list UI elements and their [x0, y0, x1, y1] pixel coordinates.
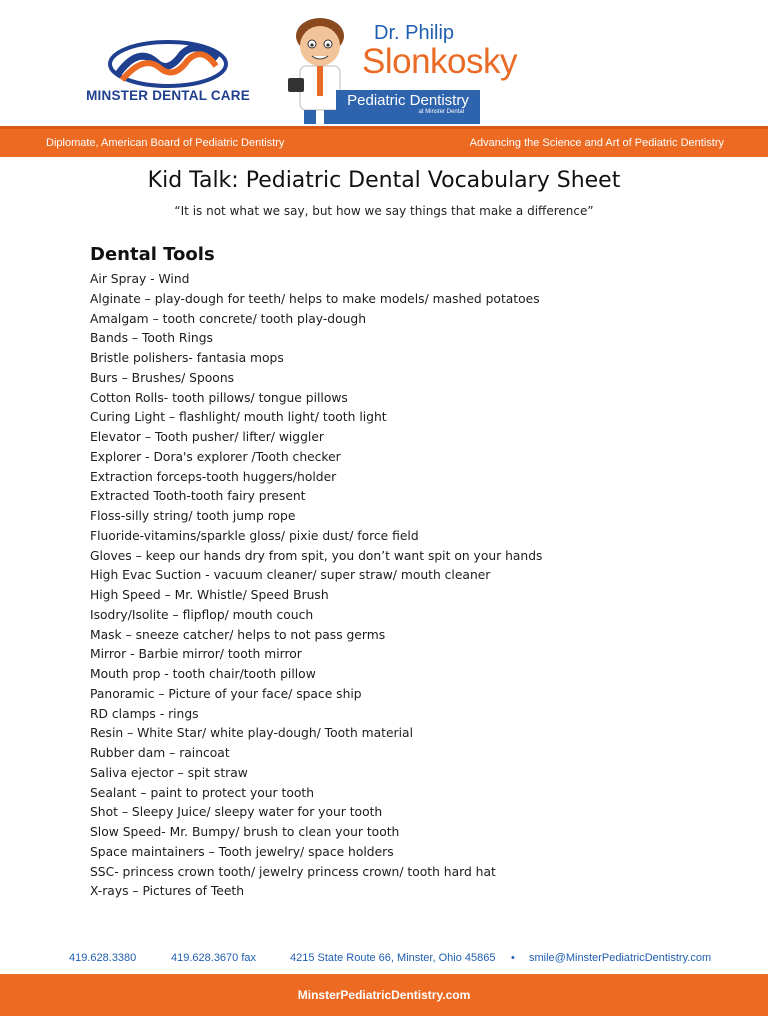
footer-contact-line	[0, 950, 768, 968]
list-item: Alginate – play-dough for teeth/ helps to make models/ mashed potatoes	[90, 291, 540, 306]
list-item: Bands – Tooth Rings	[90, 331, 213, 346]
list-item: Fluoride-vitamins/sparkle gloss/ pixie dust/ force field	[90, 528, 419, 543]
footer-phone: 419.628.3380	[69, 952, 137, 964]
footer-email-link[interactable]: smile@MinsterPediatricDentistry.com	[529, 952, 712, 964]
list-item: Gloves – keep our hands dry from spit, you don’t want spit on your hands	[90, 548, 543, 563]
list-item: SSC- princess crown tooth/ jewelry princess crown/ tooth hard hat	[90, 864, 496, 879]
header-band	[0, 126, 768, 157]
list-item: Explorer - Dora's explorer /Tooth checker	[90, 449, 341, 464]
logo-emblem-icon	[78, 40, 258, 88]
list-item: Air Spray - Wind	[90, 272, 190, 286]
footer-band	[0, 974, 768, 1016]
doctor-surname: Slonkosky	[362, 42, 518, 81]
list-item: Slow Speed- Mr. Bumpy/ brush to clean your tooth	[90, 825, 400, 839]
list-item: Elevator – Tooth pusher/ lifter/ wiggler	[90, 430, 324, 444]
list-item: Sealant – paint to protect your tooth	[90, 785, 315, 800]
footer-website-link[interactable]: MinsterPediatricDentistry.com	[297, 988, 471, 1002]
list-item: Saliva ejector – spit straw	[90, 765, 248, 780]
badge-title: Pediatric Dentistry	[347, 92, 469, 109]
list-item: Floss-silly string/ tooth jump rope	[90, 509, 296, 523]
list-item: Extracted Tooth-tooth fairy present	[90, 489, 306, 504]
list-item: Shot – Sleepy Juice/ sleepy water for your tooth	[90, 805, 383, 820]
page-title: Kid Talk: Pediatric Dental Vocabulary Sheet	[147, 168, 621, 193]
list-item: Resin – White Star/ white play-dough/ Tooth material	[90, 726, 413, 741]
list-item: Mask – sneeze catcher/ helps to not pass germs	[90, 627, 386, 642]
list-item: Cotton Rolls- tooth pillows/ tongue pillows	[90, 390, 348, 405]
logo-text: MINSTER DENTAL CARE	[86, 88, 250, 103]
doctor-first-name: Dr. Philip	[374, 22, 455, 44]
footer-address: 4215 State Route 66, Minster, Ohio 45865	[290, 952, 496, 964]
header-band-right-text: Advancing the Science and Art of Pediatric Dentistry	[469, 137, 724, 149]
badge-subtitle: at Minster Dental	[418, 109, 464, 115]
list-item: Panoramic – Picture of your face/ space ship	[90, 686, 362, 701]
list-item: Bristle polishers- fantasia mops	[90, 351, 284, 365]
footer-bullet: •	[511, 952, 515, 964]
list-item: Space maintainers – Tooth jewelry/ space holders	[90, 844, 394, 859]
list-item: Rubber dam – raincoat	[90, 746, 230, 760]
minster-dental-care-logo	[78, 40, 258, 110]
list-item: Burs – Brushes/ Spoons	[90, 370, 235, 385]
page-subtitle-quote: “It is not what we say, but how we say things that make a difference”	[174, 204, 594, 218]
list-item: Mouth prop - tooth chair/tooth pillow	[90, 667, 316, 681]
list-item: Extraction forceps-tooth huggers/holder	[90, 469, 337, 484]
section-heading-dental-tools: Dental Tools	[90, 244, 215, 265]
list-item: High Evac Suction - vacuum cleaner/ super straw/ mouth cleaner	[90, 568, 491, 583]
list-item: X-rays – Pictures of Teeth	[90, 884, 245, 899]
list-item: RD clamps - rings	[90, 706, 199, 721]
list-item: High Speed – Mr. Whistle/ Speed Brush	[90, 588, 329, 602]
vocabulary-list	[90, 270, 542, 902]
list-item: Isodry/Isolite – flipflop/ mouth couch	[90, 607, 314, 622]
pediatric-dentistry-badge	[336, 90, 480, 124]
list-item: Amalgam – tooth concrete/ tooth play-dough	[90, 311, 367, 326]
list-item: Curing Light – flashlight/ mouth light/ tooth light	[90, 410, 387, 425]
footer-fax: 419.628.3670 fax	[171, 952, 257, 964]
header-band-left-text: Diplomate, American Board of Pediatric Dentistry	[46, 137, 285, 149]
list-item: Mirror - Barbie mirror/ tooth mirror	[90, 647, 302, 662]
